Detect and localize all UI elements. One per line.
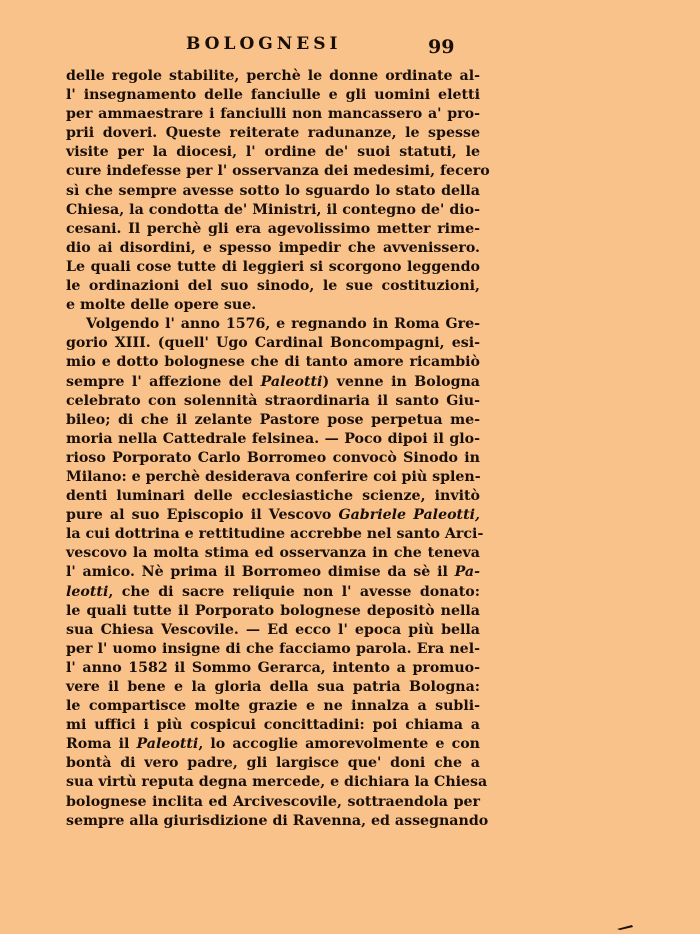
body-text: [66, 67, 490, 831]
running-title: BOLOGNESI: [186, 34, 342, 54]
text-line: delle regole stabilite, perchè le donne ordinate al-: [66, 68, 480, 84]
text-line: denti luminari delle ecclesiastiche scienze, invitò: [66, 488, 480, 505]
text-line: la cui dottrina e rettitudine accrebbe nel santo Arci-: [66, 526, 484, 543]
text-line: mi uffici i più cospicui concittadini: poi chiama a: [66, 717, 480, 734]
text-run: sempre l' affezione del: [66, 373, 261, 390]
text-line: celebrato con solennità straordinaria il santo Giu-: [66, 392, 480, 409]
running-head: [0, 34, 700, 58]
text-line: per l' uomo insigne di che facciamo parola. Era nel-: [66, 640, 480, 657]
text-line: le compartisce molte grazie e ne innalza a subli-: [66, 698, 480, 715]
text-run: , lo accoglie amorevolmente e con: [198, 736, 480, 753]
text-line: [66, 506, 480, 525]
text-line: l' insegnamento delle fanciulle e gli uomini eletti: [66, 87, 480, 104]
italic-run: Pa-: [454, 564, 480, 581]
text-line: bontà di vero padre, gli largisce que' doni che a: [66, 755, 480, 772]
text-line: le quali tutte il Porporato bolognese depositò nella: [66, 602, 480, 619]
text-line: sempre alla giurisdizione di Ravenna, ed assegnando: [66, 812, 489, 829]
page-number: 99: [428, 36, 455, 58]
text-line: sì che sempre avesse sotto lo sguardo lo stato della: [66, 182, 480, 199]
text-line: bolognese inclita ed Arcivescovile, sottraendola per: [66, 793, 480, 810]
text-line: Volgendo l' anno 1576, e regnando in Roma Gre-: [86, 316, 480, 333]
italic-run: leotti: [66, 583, 109, 600]
text-line: rioso Porporato Carlo Borromeo convocò Sinodo in: [66, 449, 480, 466]
italic-run: Gabriele Paleotti,: [338, 507, 480, 524]
text-line: sua Chiesa Vescovile. — Ed ecco l' epoca più bella: [66, 621, 480, 638]
text-line: Milano: e perchè desiderava conferire coi più splen-: [66, 468, 481, 485]
text-line: visite per la diocesi, l' ordine de' suoi statuti, le: [66, 144, 480, 161]
text-line: gorio XIII. (quell' Ugo Cardinal Boncompagni, esi-: [66, 335, 480, 352]
text-line: mio e dotto bolognese che di tanto amore ricambiò: [66, 354, 480, 371]
text-line: [66, 373, 480, 392]
text-line: cure indefesse per l' osservanza dei medesimi, fecero: [66, 163, 490, 180]
text-line: cesani. Il perchè gli era agevolissimo metter rime-: [66, 220, 480, 237]
text-line: Chiesa, la condotta de' Ministri, il contegno de' dio-: [66, 201, 480, 218]
text-line: [66, 563, 480, 582]
text-line: Le quali cose tutte di leggieri si scorgono leggendo: [66, 258, 480, 275]
text-line: moria nella Cattedrale felsinea. — Poco dipoi il glo-: [66, 430, 480, 447]
text-line: sua virtù reputa degna mercede, e dichiara la Chiesa: [66, 774, 488, 791]
text-line: prii doveri. Queste reiterate radunanze, le spesse: [66, 125, 480, 142]
text-line: vere il bene e la gloria della sua patria Bologna:: [66, 679, 480, 695]
corner-ink-mark: [616, 924, 634, 930]
text-line: e molte delle opere sue.: [66, 297, 257, 314]
text-line: l' anno 1582 il Sommo Gerarca, intento a promuo-: [66, 659, 480, 676]
text-line: bileo; di che il zelante Pastore pose perpetua me-: [66, 411, 480, 428]
text-run: , che di sacre reliquie non l' avesse donato:: [108, 583, 480, 600]
text-run: pure al suo Episcopio il Vescovo: [66, 507, 339, 524]
text-run: Roma il: [66, 736, 137, 753]
text-line: per ammaestrare i fanciulli non mancassero a' pro-: [66, 106, 480, 123]
text-line: dio ai disordini, e spesso impedir che avvenissero.: [66, 239, 480, 256]
text-line: le ordinazioni del suo sinodo, le sue costituzioni,: [66, 278, 480, 295]
text-line: [66, 583, 480, 602]
text-line: [66, 735, 480, 754]
text-run: l' amico. Nè prima il Borromeo dimise da sè il: [66, 564, 455, 581]
italic-run: Paleotti: [136, 736, 199, 753]
text-line: vescovo la molta stima ed osservanza in che teneva: [66, 545, 480, 562]
italic-run: Paleotti: [260, 373, 323, 390]
text-run: ) venne in Bologna: [322, 373, 480, 390]
